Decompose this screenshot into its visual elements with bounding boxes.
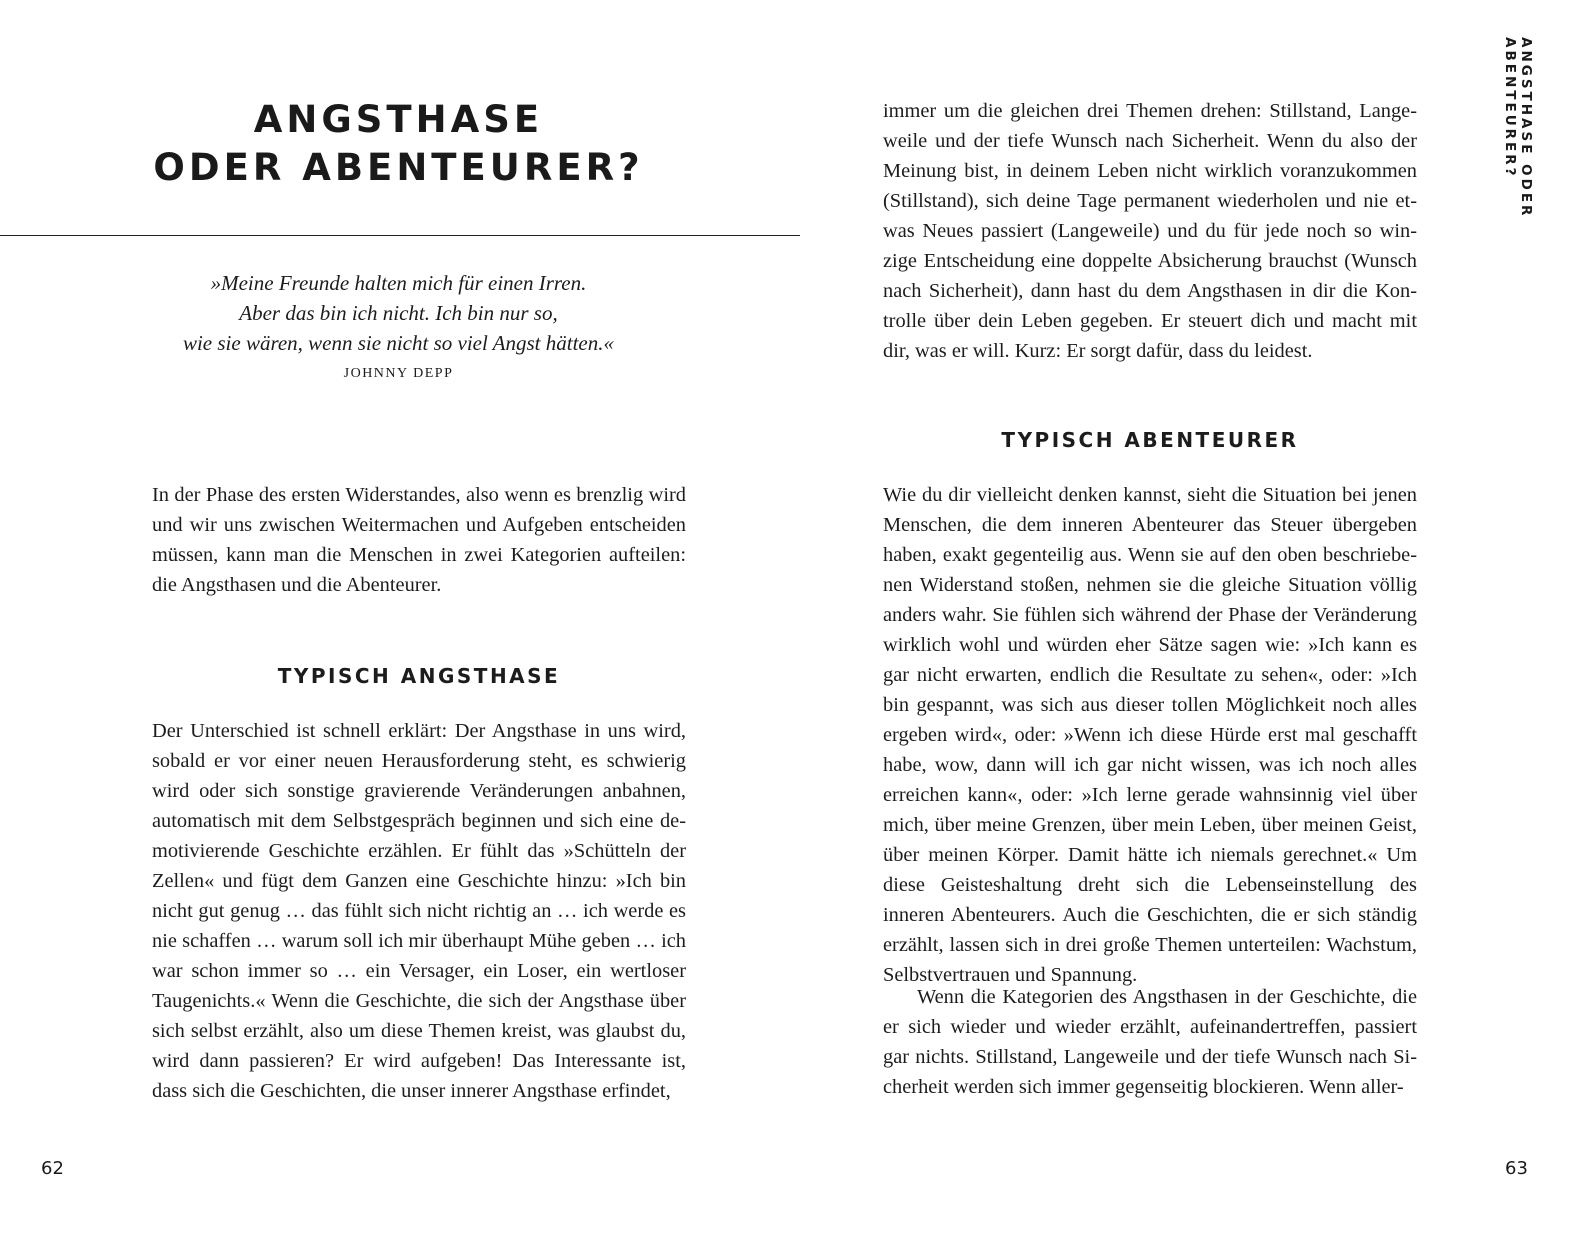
epigraph-line-3: wie sie wären, wenn sie nicht so viel Angst hätten.« bbox=[182, 331, 615, 355]
title-divider bbox=[0, 235, 800, 236]
continuation-paragraph: immer um die gleichen drei Themen drehen: Stillstand, Langeweile und der tiefe Wunsch nach Sicherheit. Wenn du also der Meinung bist, in deinem Leben nicht wirklich voranzukommen (Stillstand), sich deine Tage permanent wiederholen und nie etwas Neues passiert (Langeweile) und du für jede noch so winzige Entscheidung eine doppelte Absicherung brauchst (Wunsch nach Sicherheit), dann hast du dem Angsthasen in dir die Kontrolle über dein Leben gegeben. Er steuert dich und macht mit dir, was er will. Kurz: Er sorgt dafür, dass du leidest. bbox=[883, 100, 1417, 362]
epigraph-line-2: Aber das bin ich nicht. Ich bin nur so, bbox=[239, 301, 558, 325]
page-number-left: 62 bbox=[41, 1158, 64, 1179]
abenteurer-paragraph: Wie du dir vielleicht denken kannst, sieht die Situation bei jenen Menschen, die dem inneren Abenteurer das Steuer übergeben haben, exakt gegenteilig aus. Wenn sie auf den oben beschriebenen Widerstand stoßen, nehmen sie die gleiche Situation völlig anders wahr. Sie fühlen sich während der Phase der Veränderung wirklich wohl und würden eher Sätze sagen wie: »Ich kann es gar nicht erwarten, endlich die Resultate zu sehen«, oder: »Ich bin gespannt, was sich aus dieser tollen Möglichkeit noch alles ergeben wird«, oder: »Wenn ich diese Hürde erst mal geschafft habe, wow, dann will ich gar nicht wissen, was ich noch alles erreichen kann«, oder: »Ich lerne gerade wahnsinnig viel über mich, über meine Grenzen, über mein Leben, über meinen Geist, über meinen Körper. Damit hätte ich niemals gerechnet.« Um diese Geisteshaltung dreht sich die Lebenseinstellung des inneren Abenteurers. Auch die Geschichten, die er sich ständig erzählt, lassen sich in drei große Themen unterteilen: Wachstum, Selbstvertrauen und Spannung. bbox=[883, 484, 1417, 986]
chapter-title-line-2: ODER ABENTEURER? bbox=[153, 146, 644, 189]
epigraph-line-1: »Meine Freunde halten mich für einen Irren. bbox=[210, 271, 587, 295]
right-page bbox=[797, 0, 1594, 1240]
chapter-title bbox=[0, 96, 797, 192]
epigraph-quote bbox=[0, 268, 797, 358]
page-number-right: 63 bbox=[1505, 1158, 1528, 1179]
subheading-typisch-angsthase: TYPISCH ANGSTHASE bbox=[277, 664, 561, 688]
chapter-title-line-1: ANGSTHASE bbox=[253, 98, 544, 141]
epigraph-author: JOHNNY DEPP bbox=[343, 366, 454, 381]
subheading-typisch-abenteurer: TYPISCH ABENTEURER bbox=[1001, 428, 1299, 452]
closing-paragraph: Wenn die Kategorien des Angsthasen in der Geschichte, die er sich wieder und wieder erzählt, aufeinandertreffen, passiert gar nichts. Stillstand, Langeweile und der tiefe Wunsch nach Sicherheit werden sich immer gegenseitig blockieren. Wenn aller- bbox=[883, 986, 1417, 1098]
intro-paragraph: In der Phase des ersten Widerstandes, also wenn es brenzlig wird und wir uns zwischen Weitermachen und Aufgeben entscheiden müssen, kann man die Menschen in zwei Kategorien aufteilen: die Angsthasen und die Abenteurer. bbox=[152, 484, 686, 596]
running-head: ANGSTHASE ODER ABENTEURER? bbox=[1502, 37, 1534, 219]
angsthase-paragraph: Der Unterschied ist schnell erklärt: Der Angsthase in uns wird, sobald er vor einer neuen Herausforderung steht, es schwierig wird oder sich sonstige gravierende Veränderungen anbahnen, automatisch mit dem Selbstgespräch beginnen und sich eine demotivierende Geschichte erzählen. Er fühlt das »Schütteln der Zellen« und fügt dem Ganzen eine Geschichte hinzu: »Ich bin nicht gut genug … das fühlt sich nicht richtig an … ich werde es nie schaffen … warum soll ich mir überhaupt Mühe geben … ich war schon immer so … ein Versager, ein Loser, ein wertloser Taugenichts.« Wenn die Geschichte, die sich der Angsthase über sich selbst erzählt, also um diese Themen kreist, was glaubst du, wird dann passieren? Er wird aufgeben! Das Interessante ist, dass sich die Geschichten, die unser innerer Angsthase erfindet, bbox=[152, 720, 686, 1102]
